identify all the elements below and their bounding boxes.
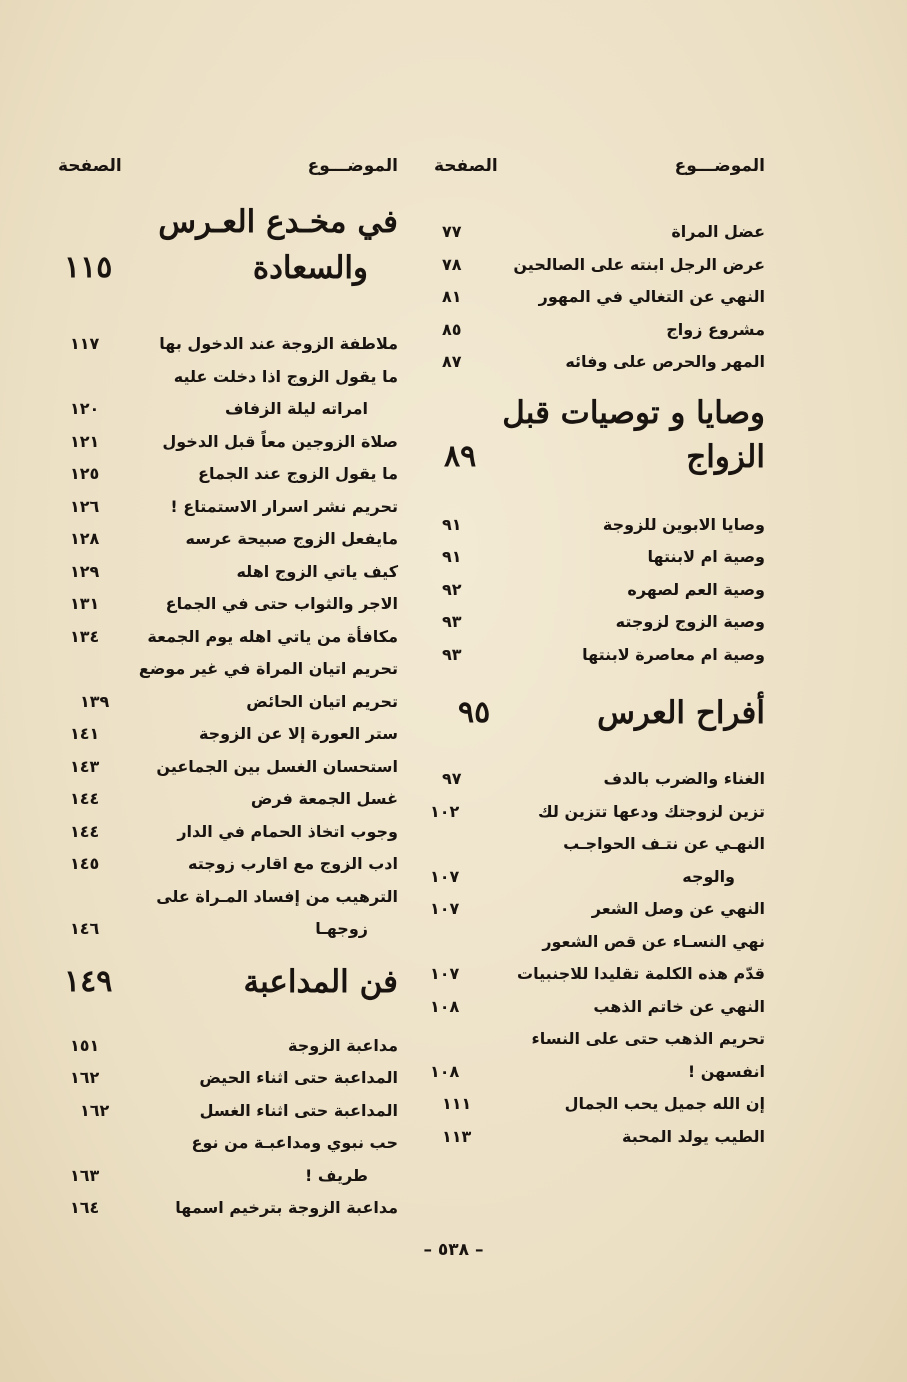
- section-heading: وصايا و توصيات قبل الزواج ٨٩: [444, 394, 765, 475]
- toc-entry: غسل الجمعة فرض ١٤٤: [70, 789, 398, 808]
- toc-entry: ملاطفة الزوجة عند الدخول بها ١١٧: [70, 334, 398, 353]
- toc-entry: قدّم هذه الكلمة تقليدا للاجنبيات ١٠٧: [430, 964, 765, 983]
- toc-entry: تحريم اتيان الحائض ١٣٩: [80, 691, 398, 711]
- toc-entry: ستر العورة إلا عن الزوجة ١٤١: [70, 724, 398, 743]
- entry-list-d: [58, 330, 398, 948]
- toc-entry: وصية ام لابنتها ٩١: [442, 547, 765, 566]
- toc-entry: نهي النسـاء عن قص الشعور: [542, 931, 765, 951]
- toc-entry: مداعبة الزوجة ١٥١: [70, 1035, 398, 1055]
- toc-column-left: [58, 150, 398, 1227]
- toc-entry: عضل المراة ٧٧: [442, 222, 765, 241]
- toc-entry: تحريم اتيان المراة في غير موضع: [138, 659, 398, 678]
- toc-entry: طريف ! ١٦٣: [70, 1165, 368, 1185]
- toc-entry: تحريم الذهب حتى على النساء: [531, 1029, 765, 1048]
- toc-entry: النهي عن خاتم الذهب ١٠٨: [430, 996, 765, 1016]
- topic-header: الموضـــوع: [674, 156, 765, 176]
- entry-list-b: [430, 511, 765, 674]
- toc-entry: وصية الزوج لزوجته ٩٣: [442, 612, 765, 631]
- toc-entry: النهـي عن نتـف الحواجـب: [563, 834, 765, 853]
- column-header: [58, 150, 398, 190]
- toc-entry: حب نبوي ومداعبـة من نوع: [191, 1133, 398, 1152]
- page-header: الصفحة: [434, 156, 498, 176]
- toc-entry: انفسهن ! ١٠٨: [430, 1061, 765, 1081]
- toc-entry: النهي عن التغالي في المهور ٨١: [442, 287, 765, 306]
- toc-entry: وصايا الابوين للزوجة ٩١: [442, 514, 765, 534]
- toc-entry: صلاة الزوجين معاً قبل الدخول ١٢١: [70, 431, 398, 451]
- toc-entry: الترهيب من إفساد المـراة على: [156, 886, 398, 906]
- section-heading: في مخـدع العـرس والسعادة ١١٥: [64, 204, 398, 286]
- toc-entry: ما يقول الزوج عند الجماع ١٢٥: [70, 464, 398, 483]
- section-heading: أفراح العرس ٩٥: [458, 695, 765, 731]
- toc-entry: ما يقول الزوج اذا دخلت عليه: [173, 366, 398, 386]
- page-number: – ٥٣٨ –: [423, 1240, 484, 1260]
- toc-entry: استحسان الغسل بين الجماعين ١٤٣: [70, 756, 398, 776]
- column-header: [430, 150, 765, 190]
- toc-entry: الاجر والثواب حتى في الجماع ١٣١: [70, 594, 398, 613]
- toc-entry: تحريم نشر اسرار الاستمتاع ! ١٢٦: [70, 496, 398, 516]
- entry-list-e: [58, 1032, 398, 1227]
- toc-entry: النهي عن وصل الشعر ١٠٧: [430, 899, 765, 918]
- toc-entry: وجوب اتخاذ الحمام في الدار ١٤٤: [70, 821, 398, 841]
- entry-list-c: [430, 765, 765, 1155]
- toc-entry: تزين لزوجتك ودعها تتزين لك ١٠٢: [430, 801, 765, 821]
- toc-entry: مكافأة من ياتي اهله يوم الجمعة ١٣٤: [70, 626, 398, 646]
- toc-entry: وصية العم لصهره ٩٢: [442, 579, 765, 599]
- toc-entry: ادب الزوج مع اقارب زوجته ١٤٥: [70, 854, 398, 873]
- page-header: الصفحة: [58, 156, 122, 176]
- topic-header: الموضـــوع: [307, 156, 398, 176]
- toc-entry: الغناء والضرب بالدف ٩٧: [442, 769, 765, 788]
- toc-entry: مايفعل الزوج صبيحة عرسه ١٢٨: [70, 529, 398, 548]
- toc-entry: عرض الرجل ابنته على الصالحين ٧٨: [442, 254, 765, 274]
- toc-entry: مداعبة الزوجة بترخيم اسمها ١٦٤: [70, 1198, 398, 1217]
- toc-entry: زوجهـا ١٤٦: [70, 919, 368, 938]
- section-heading: فن المداعبة ١٤٩: [64, 963, 398, 1000]
- toc-entry: كيف ياتي الزوج اهله ١٢٩: [70, 561, 398, 581]
- toc-entry: المهر والحرص على وفائه ٨٧: [442, 352, 765, 371]
- toc-entry: المداعبة حتى اثناء الحيض ١٦٢: [70, 1068, 398, 1087]
- toc-entry: وصية ام معاصرة لابنتها ٩٣: [442, 644, 765, 664]
- toc-entry: الطيب يولد المحبة ١١٣: [442, 1126, 765, 1146]
- toc-entry: إن الله جميل يحب الجمال ١١١: [442, 1094, 765, 1113]
- toc-entry: امراته ليلة الزفاف ١٢٠: [70, 399, 368, 418]
- entry-list-a: [430, 218, 765, 381]
- toc-entry: مشروع زواج ٨٥: [442, 319, 765, 339]
- toc-entry: المداعبة حتى اثناء الغسل ١٦٢: [80, 1100, 398, 1120]
- toc-entry: والوجه ١٠٧: [430, 866, 735, 886]
- toc-column-right: [430, 150, 765, 1155]
